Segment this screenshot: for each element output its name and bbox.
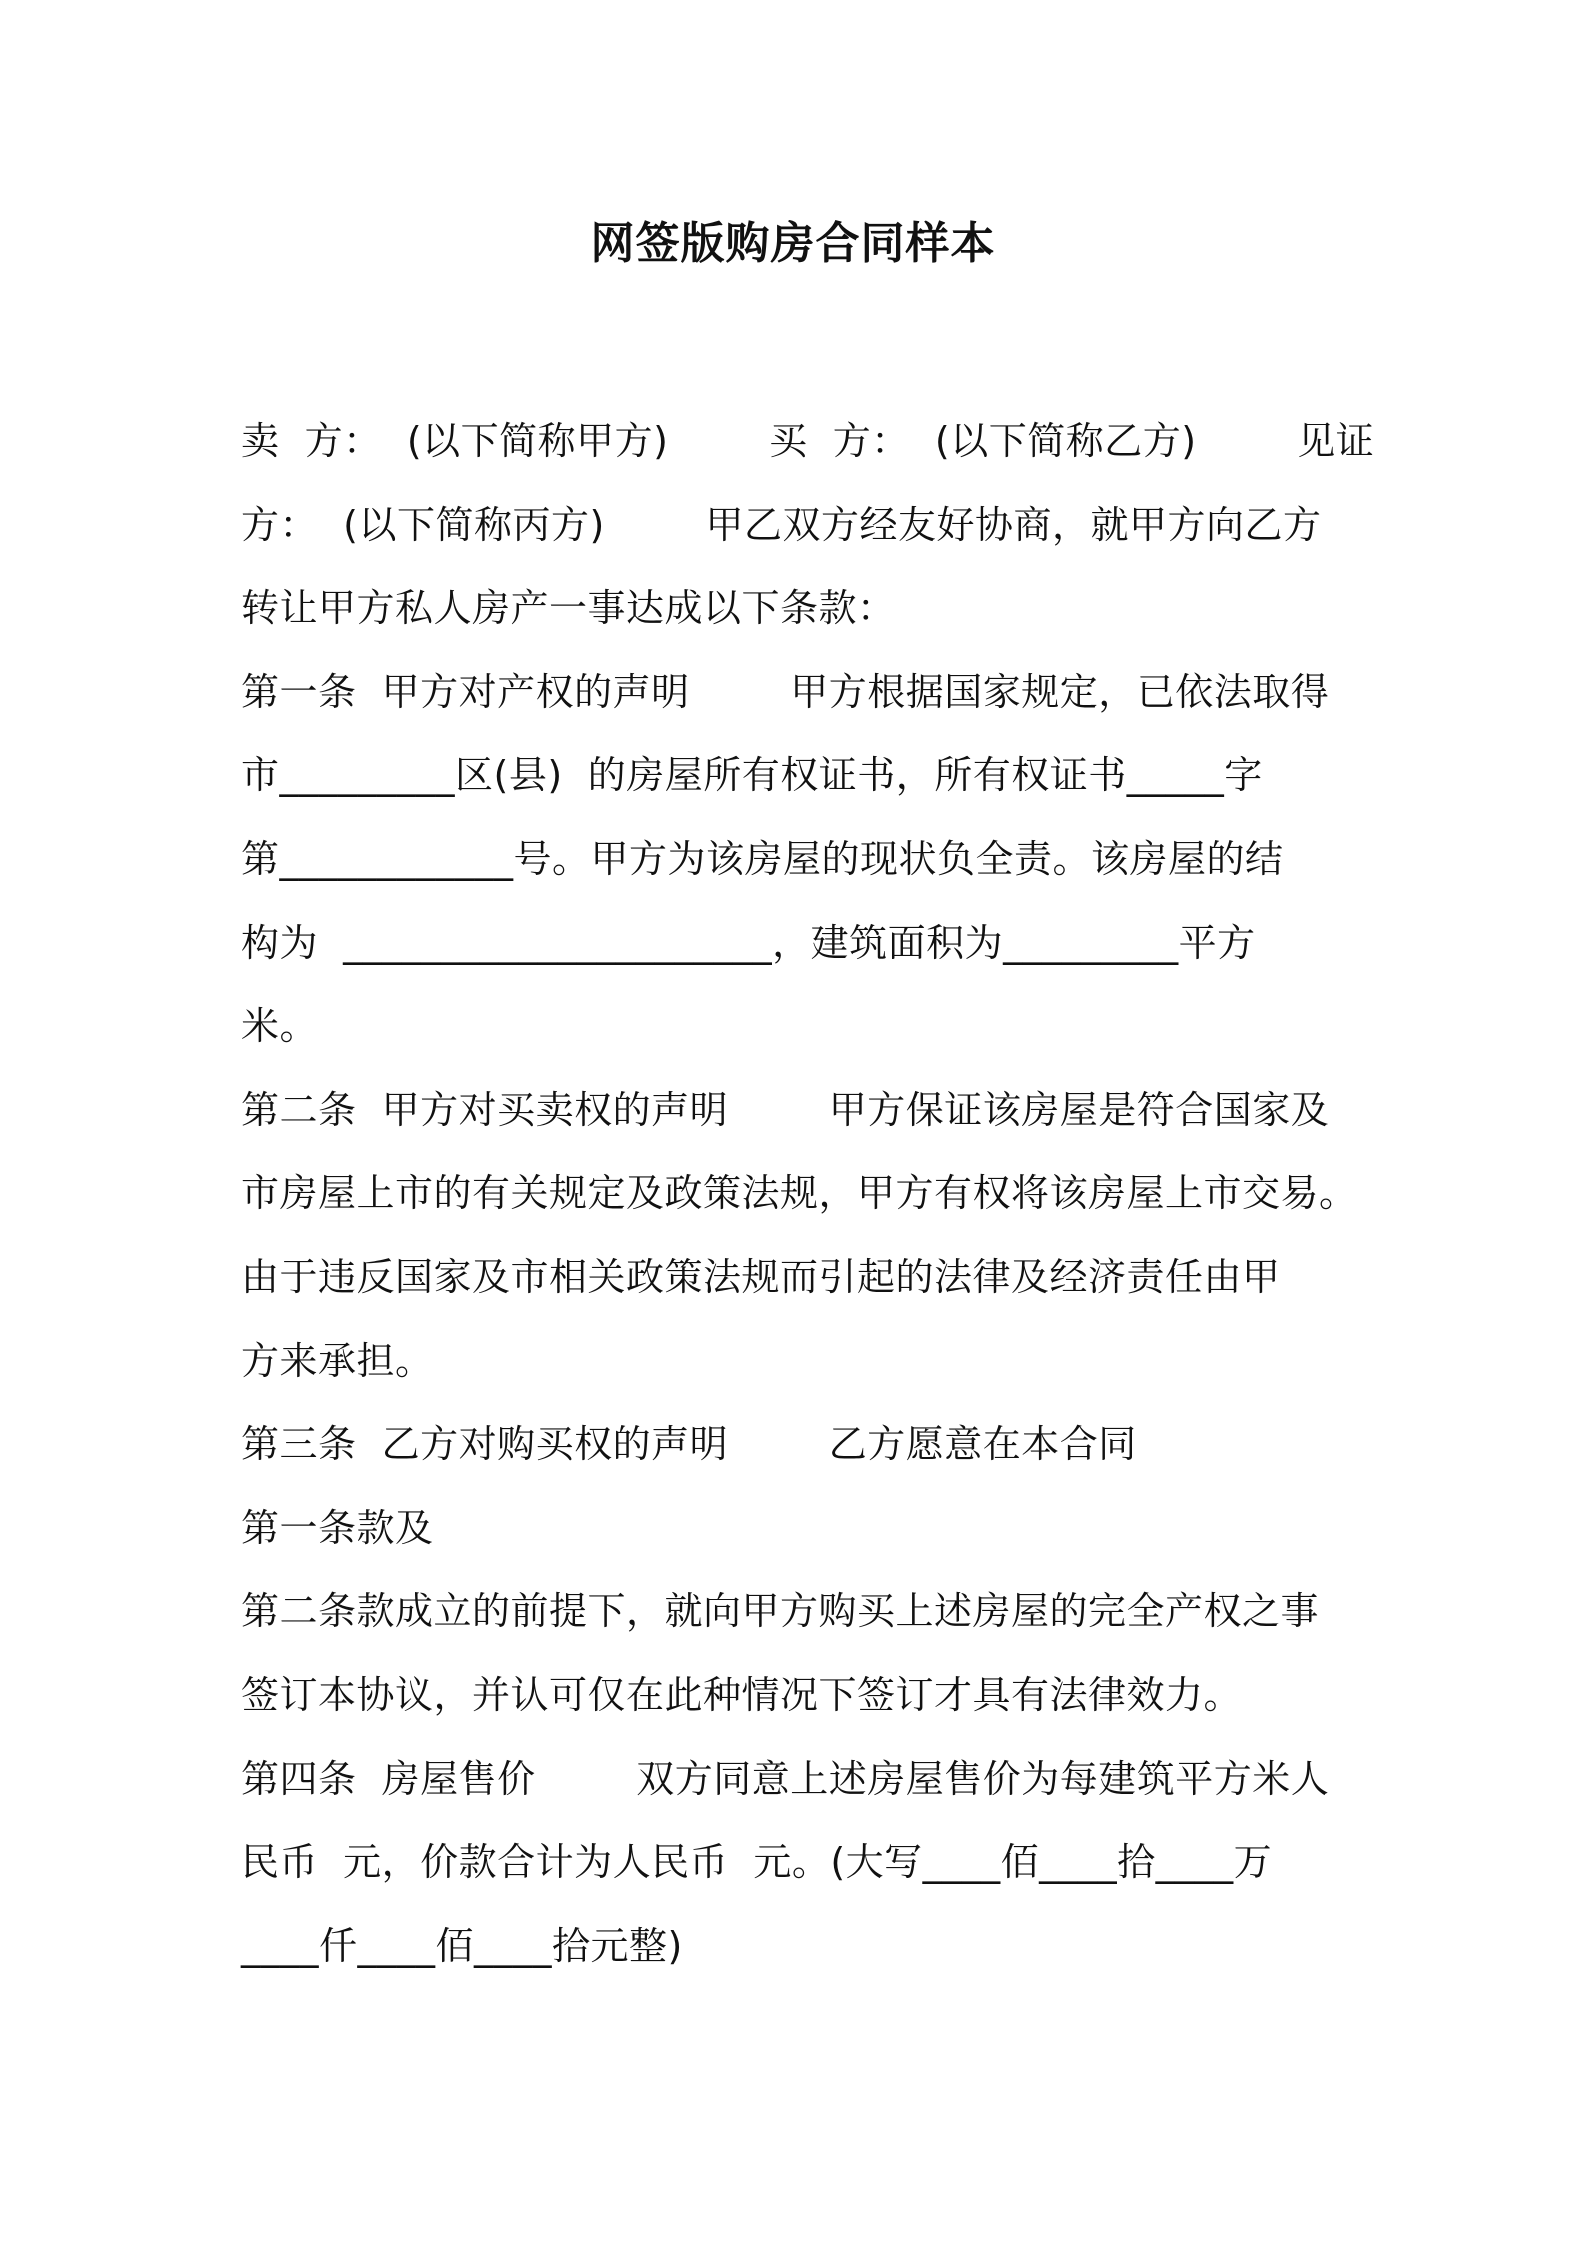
body-line-10: 市房屋上市的有关规定及政策法规，甲方有权将该房屋上市交易。 xyxy=(241,1171,1358,1216)
body-line-1: 卖 方： (以下简称甲方) 买 方： (以下简称乙方) 见证 xyxy=(241,419,1375,463)
body-line-11: 由于违反国家及市相关政策法规而引起的法律及经济责任由甲 xyxy=(241,1254,1281,1299)
body-line-8: 米。 xyxy=(241,1004,319,1049)
body-line-2: 方： (以下简称丙方) 甲乙双方经友好协商，就甲方向乙方 xyxy=(241,502,1322,547)
body-line-7: 构为 ______________________，建筑面积为_________平方 xyxy=(241,920,1256,965)
body-line-13: 第三条 乙方对购买权的声明 乙方愿意在本合同 xyxy=(241,1422,1137,1467)
contract-body xyxy=(241,400,1375,1988)
body-line-17: 第四条 房屋售价 双方同意上述房屋售价为每建筑平方米人 xyxy=(241,1756,1330,1801)
body-line-9: 第二条 甲方对买卖权的声明 甲方保证该房屋是符合国家及 xyxy=(241,1087,1330,1132)
body-line-5: 市_________区(县) 的房屋所有权证书，所有权证书_____字 xyxy=(241,753,1263,798)
body-line-19: ____仟____佰____拾元整) xyxy=(241,1923,683,1968)
document-title: 网签版购房合同样本 xyxy=(590,218,996,269)
body-line-12: 方来承担。 xyxy=(241,1338,434,1383)
body-line-16: 签订本协议，并认可仅在此种情况下签订才具有法律效力。 xyxy=(241,1672,1243,1717)
body-line-15: 第二条款成立的前提下，就向甲方购买上述房屋的完全产权之事 xyxy=(241,1589,1320,1634)
body-line-14: 第一条款及 xyxy=(241,1505,434,1550)
body-line-3: 转让甲方私人房产一事达成以下条款： xyxy=(241,586,896,631)
body-line-6: 第____________号。甲方为该房屋的现状负全责。该房屋的结 xyxy=(241,836,1284,881)
body-line-18: 民币 元，价款合计为人民币 元。(大写____佰____拾____万 xyxy=(241,1840,1273,1885)
body-line-4: 第一条 甲方对产权的声明 甲方根据国家规定，已依法取得 xyxy=(241,669,1330,714)
